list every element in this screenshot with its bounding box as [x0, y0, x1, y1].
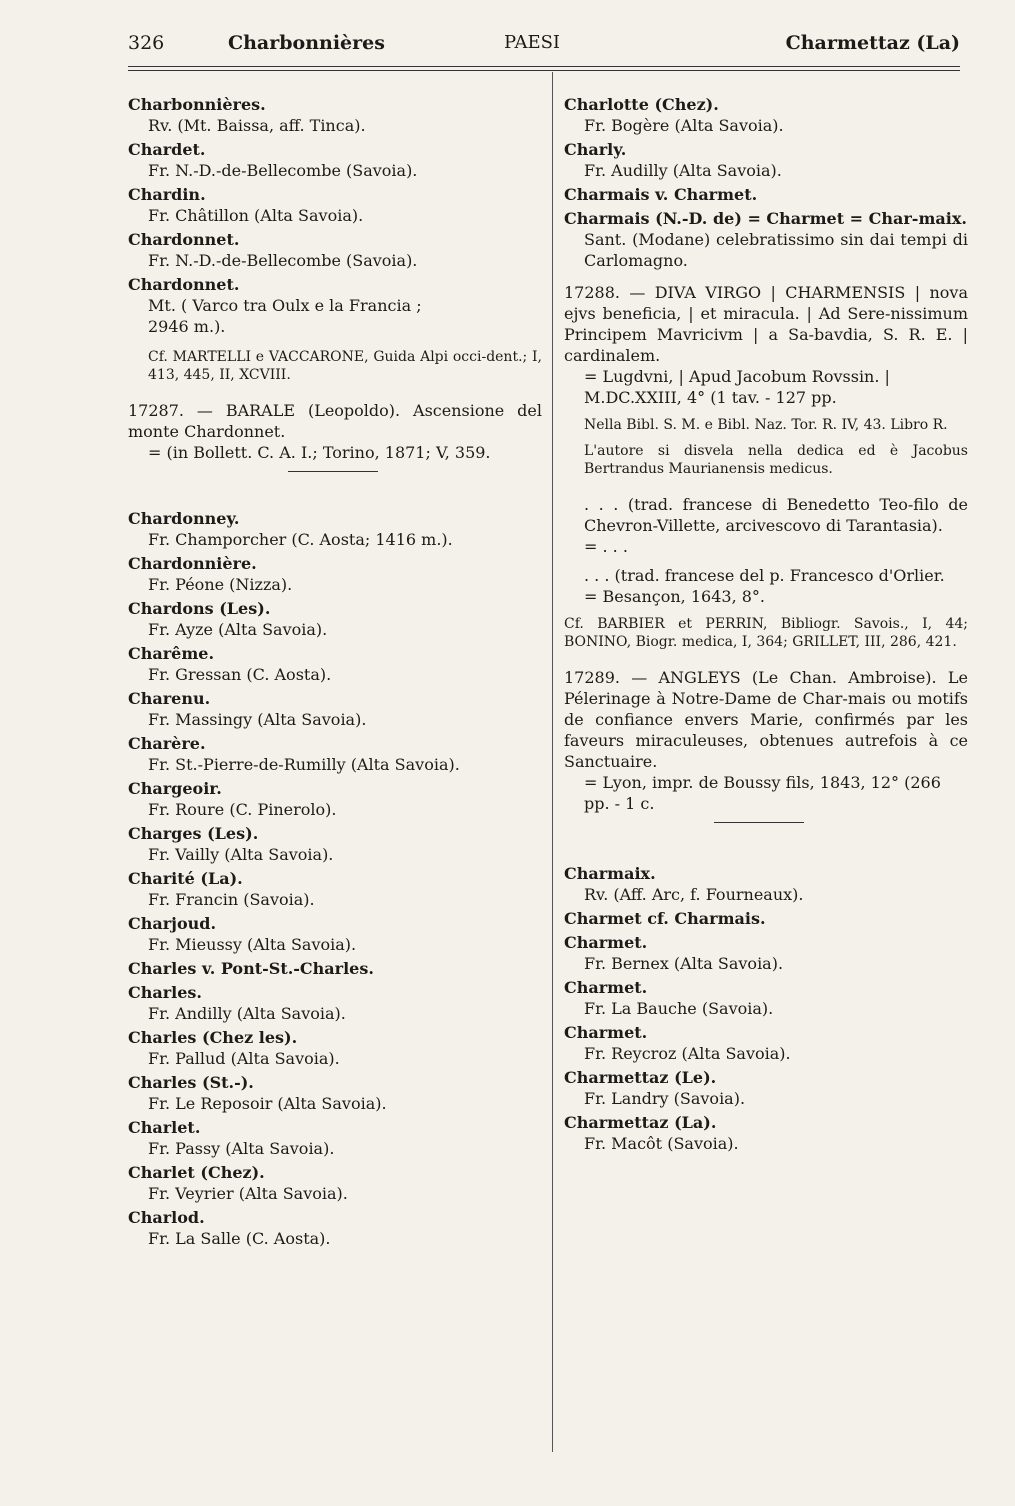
bibliography-entry: 17288. — DIVA VIRGO | CHARMENSIS | nova ejvs beneficia, | et miracula. | Ad Sere-nissimum Principem Mavricivm | a Sa-bavdia, S. R. E. | cardinalem.	[564, 283, 968, 365]
header-rule	[128, 66, 960, 67]
entry-head: Charmet.	[564, 933, 648, 952]
entry	[128, 139, 542, 181]
entry	[128, 688, 542, 730]
entry-head: Charlet.	[128, 1118, 201, 1137]
entry-head: Chardonney.	[128, 509, 240, 528]
bibliography-publication: = Lugdvni, | Apud Jacobum Rovssin. | M.DC.XXIII, 4° (1 tav. - 127 pp.	[584, 367, 890, 407]
entry-line: Fr. N.-D.-de-Bellecombe (Savoia).	[148, 251, 418, 270]
entry	[128, 868, 542, 910]
entry-head: Charles (St.-).	[128, 1073, 254, 1092]
left-running-head: Charbonnières	[228, 32, 385, 54]
entry	[128, 1117, 542, 1159]
entry	[128, 229, 542, 271]
entry	[128, 553, 542, 595]
entry-head: Chardet.	[128, 140, 206, 159]
entry-head: Charles.	[128, 983, 202, 1002]
entry-head: Charmais (N.-D. de) = Charmet = Char-maix.	[564, 209, 967, 228]
entry-line: Fr. Bernex (Alta Savoia).	[584, 954, 784, 973]
entry	[128, 274, 542, 337]
reference-note: Cf. MARTELLI e VACCARONE, Guida Alpi occi-dent.; I, 413, 445, II, XCVIII.	[148, 349, 542, 383]
entry	[564, 1112, 968, 1154]
entry-head: Charlotte (Chez).	[564, 95, 719, 114]
entry-head: Charbonnières.	[128, 95, 266, 114]
entry-line: Fr. Champorcher (C. Aosta; 1416 m.).	[148, 530, 453, 549]
entry-head: Charly.	[564, 140, 627, 159]
entry-line: Fr. Passy (Alta Savoia).	[148, 1139, 335, 1158]
entry	[128, 1207, 542, 1249]
entry-line: Fr. Macôt (Savoia).	[584, 1134, 739, 1153]
right-column	[564, 94, 968, 1157]
entry-line: Fr. Mieussy (Alta Savoia).	[148, 935, 357, 954]
bibliography-entry: 17287. — BARALE (Leopoldo). Ascensione del monte Chardonnet.	[128, 401, 542, 441]
entry-line: Fr. Roure (C. Pinerolo).	[148, 800, 337, 819]
entry-line: Fr. La Bauche (Savoia).	[584, 999, 774, 1018]
entry-line: Fr. Gressan (C. Aosta).	[148, 665, 332, 684]
translation-entry: . . . (trad. francese di Benedetto Teo-filo de Chevron-Villette, arcivescovo di Tarantasia).	[584, 495, 968, 535]
entry	[564, 208, 968, 271]
entry-head: Charême.	[128, 644, 215, 663]
entry-line: Fr. Le Reposoir (Alta Savoia).	[148, 1094, 387, 1113]
entry-head: Charmet.	[564, 978, 648, 997]
entry-head: Charmet.	[564, 1023, 648, 1042]
entry-head: Charles (Chez les).	[128, 1028, 298, 1047]
entry-line: Rv. (Aff. Arc, f. Fourneaux).	[584, 885, 804, 904]
entry-line: Fr. Veyrier (Alta Savoia).	[148, 1184, 348, 1203]
entry-head: Charlod.	[128, 1208, 205, 1227]
entry	[128, 778, 542, 820]
entry	[564, 139, 968, 181]
reference-note: Cf. BARBIER et PERRIN, Bibliogr. Savois., I, 44; BONINO, Biogr. medica, I, 364; GRILLET, III, 286, 421.	[564, 616, 968, 650]
entry	[128, 94, 542, 136]
entry	[564, 863, 968, 905]
entry-line: Fr. Reycroz (Alta Savoia).	[584, 1044, 791, 1063]
entry	[128, 958, 542, 979]
entry-head: Chargeoir.	[128, 779, 222, 798]
entry-head: Charmettaz (Le).	[564, 1068, 717, 1087]
entry-line: Mt. ( Varco tra Oulx e la Francia ;	[148, 296, 422, 315]
entry-line: 2946 m.).	[148, 317, 226, 336]
entry	[128, 1027, 542, 1069]
bibliography-publication: = Lyon, impr. de Boussy fils, 1843, 12° (266 pp. - 1 c.	[584, 773, 941, 813]
entry	[128, 508, 542, 550]
entry	[564, 977, 968, 1019]
entry	[128, 598, 542, 640]
entry-line: Fr. Massingy (Alta Savoia).	[148, 710, 367, 729]
entry-head: Charère.	[128, 734, 206, 753]
entry	[128, 643, 542, 685]
entry	[128, 184, 542, 226]
column-divider	[552, 72, 553, 1452]
entry-head: Charmaix.	[564, 864, 656, 883]
entry-head: Charenu.	[128, 689, 211, 708]
bibliography-entry: 17289. — ANGLEYS (Le Chan. Ambroise). Le Pélerinage à Notre-Dame de Char-mais ou motifs de confiance envers Marie, confirmés par les faveurs miraculeuses, obtenues autrefois à ce Sanctuaire.	[564, 668, 968, 771]
entry-line: Fr. Vailly (Alta Savoia).	[148, 845, 334, 864]
entry-head: Charmais v. Charmet.	[564, 185, 758, 204]
entry	[564, 932, 968, 974]
entry-head: Charmet cf. Charmais.	[564, 909, 766, 928]
entry	[564, 908, 968, 929]
entry-head: Charité (La).	[128, 869, 243, 888]
entry-line: Fr. Bogère (Alta Savoia).	[584, 116, 784, 135]
entry-head: Charmettaz (La).	[564, 1113, 717, 1132]
entry-head: Charjoud.	[128, 914, 217, 933]
entry-line: Fr. N.-D.-de-Bellecombe (Savoia).	[148, 161, 418, 180]
translation-publication: = Besançon, 1643, 8°.	[584, 587, 765, 606]
library-note: Nella Bibl. S. M. e Bibl. Naz. Tor. R. IV, 43. Libro R.	[584, 417, 948, 433]
entry-line: Fr. Pallud (Alta Savoia).	[148, 1049, 340, 1068]
entry	[128, 733, 542, 775]
author-note: L'autore si disvela nella dedica ed è Jacobus Bertrandus Maurianensis medicus.	[584, 443, 968, 477]
entry-line: Fr. Francin (Savoia).	[148, 890, 315, 909]
entry	[564, 1022, 968, 1064]
entry	[564, 94, 968, 136]
right-running-head: Charmettaz (La)	[785, 32, 960, 54]
entry-line: Rv. (Mt. Baissa, aff. Tinca).	[148, 116, 366, 135]
entry-line: Fr. Landry (Savoia).	[584, 1089, 746, 1108]
entry	[128, 1162, 542, 1204]
entry-line: Sant. (Modane) celebratissimo sin dai tempi di Carlomagno.	[584, 230, 968, 270]
entry	[128, 982, 542, 1024]
entry-head: Charles v. Pont-St.-Charles.	[128, 959, 374, 978]
entry-line: Fr. Ayze (Alta Savoia).	[148, 620, 328, 639]
entry	[564, 184, 968, 205]
separator-rule	[714, 822, 804, 823]
section-running-head: PAESI	[504, 32, 561, 53]
page-number: 326	[128, 32, 165, 54]
entry-head: Chardonnet.	[128, 230, 240, 249]
entry-line: Fr. Châtillon (Alta Savoia).	[148, 206, 364, 225]
entry-head: Charges (Les).	[128, 824, 259, 843]
entry	[128, 1072, 542, 1114]
entry	[564, 1067, 968, 1109]
translation-publication: = . . .	[584, 537, 628, 556]
separator-rule	[288, 471, 378, 472]
bibliography-publication: = (in Bollett. C. A. I.; Torino, 1871; V, 359.	[148, 443, 491, 462]
entry-line: Fr. Audilly (Alta Savoia).	[584, 161, 782, 180]
entry-head: Chardonnière.	[128, 554, 257, 573]
entry-head: Chardonnet.	[128, 275, 240, 294]
entry	[128, 913, 542, 955]
entry-head: Chardons (Les).	[128, 599, 271, 618]
page-header	[128, 32, 960, 62]
entry-line: Fr. St.-Pierre-de-Rumilly (Alta Savoia).	[148, 755, 460, 774]
entry-line: Fr. La Salle (C. Aosta).	[148, 1229, 331, 1248]
entry	[128, 823, 542, 865]
entry-head: Charlet (Chez).	[128, 1163, 265, 1182]
entry-head: Chardin.	[128, 185, 206, 204]
entry-line: Fr. Andilly (Alta Savoia).	[148, 1004, 346, 1023]
entry-line: Fr. Péone (Nizza).	[148, 575, 293, 594]
translation-entry: . . . (trad. francese del p. Francesco d'Orlier.	[584, 566, 945, 585]
left-column	[128, 94, 542, 1252]
header-rule-thin	[128, 70, 960, 71]
